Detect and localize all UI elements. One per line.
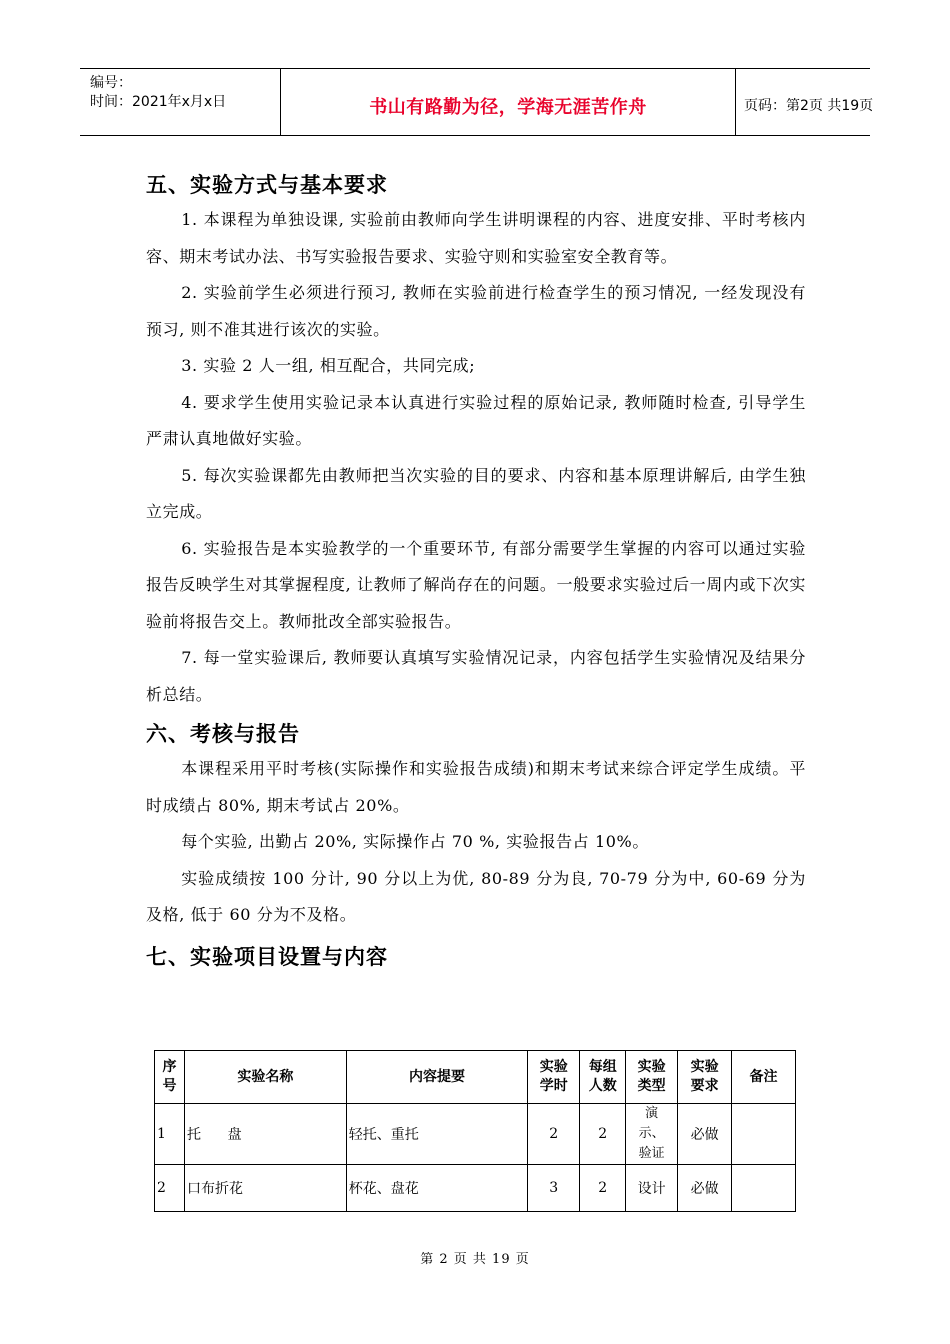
cell-name: 托 盘 xyxy=(184,1104,346,1165)
cell-content: 杯花、盘花 xyxy=(346,1165,528,1212)
paragraph: 7. 每一堂实验课后, 教师要认真填写实验情况记录，内容包括学生实验情况及结果分析总结。 xyxy=(146,648,806,704)
page-footer: 第 2 页 共 19 页 xyxy=(420,1252,530,1267)
col-header-req: 实验要求 xyxy=(678,1051,732,1104)
table-header-row xyxy=(155,1051,796,1104)
cell-content: 轻托、重托 xyxy=(346,1104,528,1165)
paragraph: 1. 本课程为单独设课, 实验前由教师向学生讲明课程的内容、进度安排、平时考核内容、期末考试办法、书写实验报告要求、实验守则和实验室安全教育等。 xyxy=(146,210,806,266)
cell-hours: 3 xyxy=(528,1165,580,1212)
cell-seq: 2 xyxy=(155,1165,185,1212)
doc-time-label: 时间：2021年x月x日 xyxy=(90,94,227,110)
header-page-cell xyxy=(736,69,874,135)
paragraph: 每个实验, 出勤占 20%, 实际操作占 70 %, 实验报告占 10%。 xyxy=(181,832,649,851)
col-header-note: 备注 xyxy=(732,1051,796,1104)
doc-number-label: 编号： xyxy=(90,75,132,91)
cell-req: 必做 xyxy=(678,1104,732,1165)
paragraph: 4. 要求学生使用实验记录本认真进行实验过程的原始记录, 教师随时检查, 引导学生严肃认真地做好实验。 xyxy=(146,392,806,448)
paragraph: 本课程采用平时考核(实际操作和实验报告成绩)和期末考试来综合评定学生成绩。平时成绩占 80%, 期末考试占 20%。 xyxy=(146,759,806,815)
document-body xyxy=(146,168,806,974)
table-row xyxy=(155,1165,796,1212)
col-header-content: 内容提要 xyxy=(346,1051,528,1104)
cell-type: 演示、验证 xyxy=(626,1104,678,1165)
col-header-name: 实验名称 xyxy=(184,1051,346,1104)
motto-text: 书山有路勤为径，学海无涯苦作舟 xyxy=(369,97,647,118)
col-header-type: 实验类型 xyxy=(626,1051,678,1104)
header-motto-cell xyxy=(281,69,736,135)
cell-note xyxy=(732,1165,796,1212)
paragraph: 6. 实验报告是本实验教学的一个重要环节, 有部分需要学生掌握的内容可以通过实验报告反映学生对其掌握程度, 让教师了解尚存在的问题。一般要求实验过后一周内或下次实验前将报告交上。教师批改全部实验报告。 xyxy=(146,538,806,631)
section-heading-5: 五、实验方式与基本要求 xyxy=(146,173,388,197)
table-row xyxy=(155,1104,796,1165)
page-number-label: 页码：第2页 共19页 xyxy=(744,98,874,114)
cell-note xyxy=(732,1104,796,1165)
cell-group: 2 xyxy=(580,1165,626,1212)
experiment-table xyxy=(154,1050,796,1212)
paragraph: 2. 实验前学生必须进行预习, 教师在实验前进行检查学生的预习情况, 一经发现没有预习, 则不准其进行该次的实验。 xyxy=(146,283,806,339)
section-heading-6: 六、考核与报告 xyxy=(146,722,300,746)
paragraph: 3. 实验 2 人一组, 相互配合，共同完成; xyxy=(181,356,476,375)
page-header xyxy=(80,68,874,136)
paragraph: 实验成绩按 100 分计, 90 分以上为优, 80-89 分为良, 70-79 分为中, 60-69 分为及格, 低于 60 分为不及格。 xyxy=(146,868,806,924)
cell-type: 设计 xyxy=(626,1165,678,1212)
paragraph: 5. 每次实验课都先由教师把当次实验的目的要求、内容和基本原理讲解后, 由学生独立完成。 xyxy=(146,465,806,521)
col-header-group: 每组人数 xyxy=(580,1051,626,1104)
section-heading-7: 七、实验项目设置与内容 xyxy=(146,944,388,969)
col-header-seq: 序号 xyxy=(155,1051,185,1104)
header-info-cell xyxy=(80,69,281,135)
cell-req: 必做 xyxy=(678,1165,732,1212)
cell-seq: 1 xyxy=(155,1104,185,1165)
cell-hours: 2 xyxy=(528,1104,580,1165)
cell-group: 2 xyxy=(580,1104,626,1165)
cell-name: 口布折花 xyxy=(184,1165,346,1212)
col-header-hours: 实验学时 xyxy=(528,1051,580,1104)
